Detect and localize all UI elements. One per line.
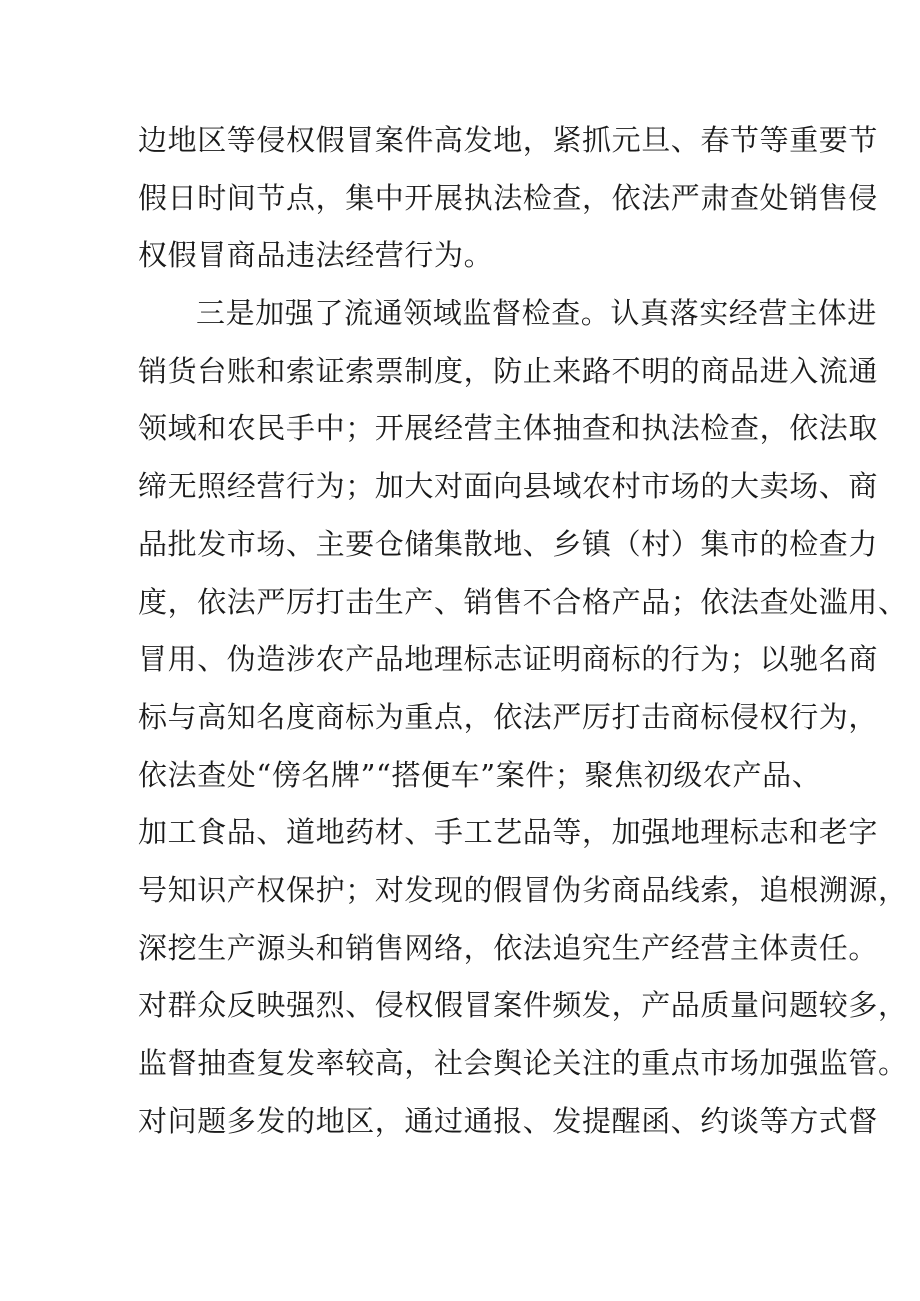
text-line: 权假冒商品违法经营行为。: [138, 238, 494, 273]
text-line: 对群众反映强烈、侵权假冒案件频发，产品质量问题较多，: [138, 988, 908, 1023]
text-line: 加工食品、道地药材、手工艺品等，加强地理标志和老字: [138, 815, 879, 850]
text-line: 号知识产权保护；对发现的假冒伪劣商品线索，追根溯源，: [138, 872, 908, 907]
paragraph-start-line: 三是加强了流通领域监督检查。认真落实经营主体进: [196, 296, 877, 331]
text-line: 领域和农民手中；开展经营主体抽查和执法检查，依法取: [138, 411, 879, 446]
text-line: 深挖生产源头和销售网络，依法追究生产经营主体责任。: [138, 930, 879, 965]
text-line: 销货台账和索证索票制度，防止来路不明的商品进入流通: [138, 353, 879, 388]
text-line: 标与高知名度商标为重点，依法严厉打击商标侵权行为，: [138, 699, 879, 734]
body-text: [138, 112, 908, 1150]
text-line: 缔无照经营行为；加大对面向县域农村市场的大卖场、商: [138, 469, 879, 504]
text-line: 度，依法严厉打击生产、销售不合格产品；依法查处滥用、: [138, 584, 908, 619]
text-line: 依法查处“傍名牌”“搭便车”案件；聚焦初级农产品、: [138, 757, 822, 792]
text-line: 品批发市场、主要仓储集散地、乡镇（村）集市的检查力: [138, 526, 879, 561]
text-line: 边地区等侵权假冒案件高发地，紧抓元旦、春节等重要节: [138, 123, 879, 157]
text-line: 冒用、伪造涉农产品地理标志证明商标的行为；以驰名商: [138, 642, 879, 677]
text-line: 监督抽查复发率较高，社会舆论关注的重点市场加强监管。: [138, 1046, 908, 1080]
text-line: 假日时间节点，集中开展执法检查，依法严肃查处销售侵: [138, 180, 879, 215]
text-line: 对问题多发的地区，通过通报、发提醒函、约谈等方式督: [138, 1103, 879, 1138]
